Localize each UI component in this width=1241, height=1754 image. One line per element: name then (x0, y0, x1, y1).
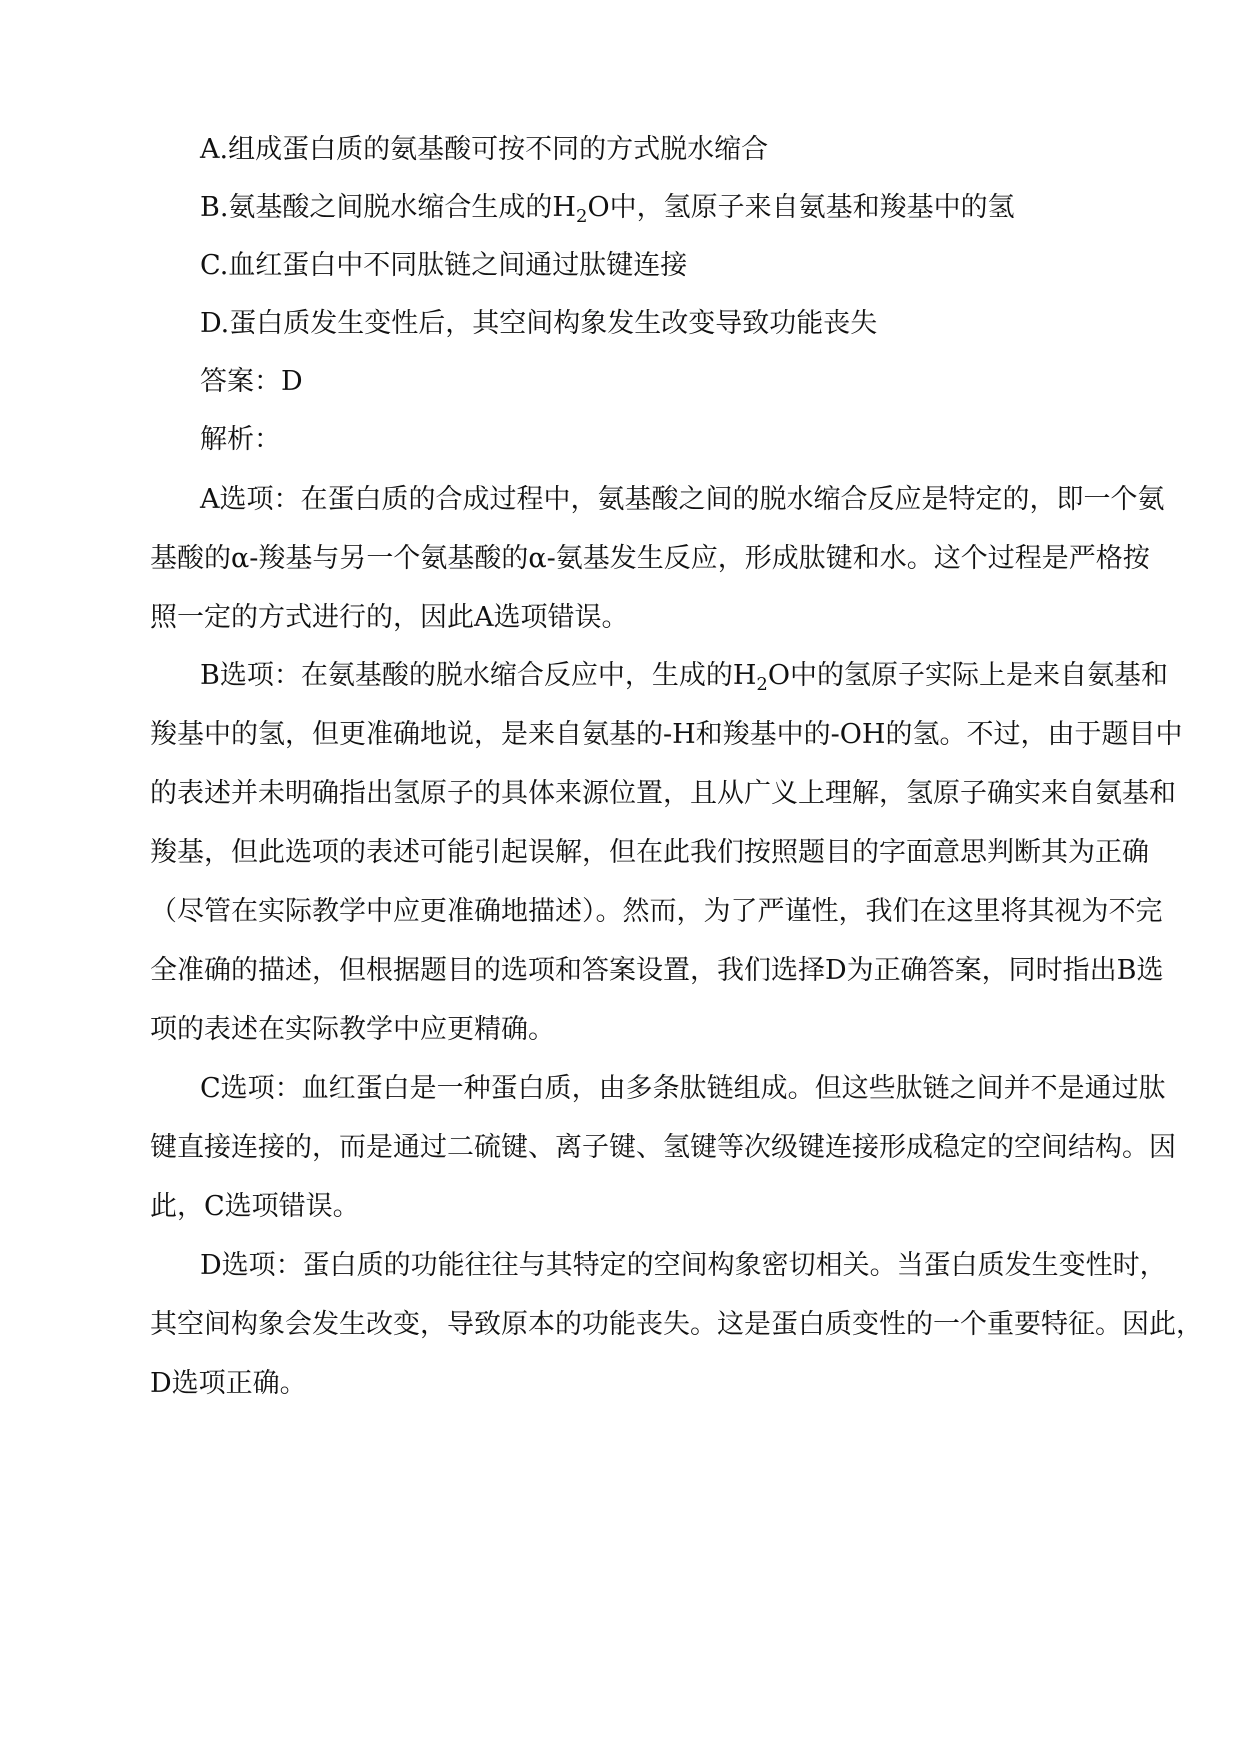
explain-d-line-1: D选项：蛋白质的功能往往与其特定的空间构象密切相关。当蛋白质发生变性时， (200, 1250, 1167, 1281)
explain-b-line-7: 项的表述在实际教学中应更精确。 (150, 1014, 555, 1045)
explain-b-line-3: 的表述并未明确指出氢原子的具体来源位置，且从广义上理解，氢原子确实来自氨基和 (150, 778, 1176, 809)
option-b-text-end: O中，氢原子来自氨基和羧基中的氢 (587, 192, 1015, 223)
explain-c-line-1: C选项：血红蛋白是一种蛋白质，由多条肽链组成。但这些肽链之间并不是通过肽 (200, 1073, 1166, 1104)
explain-d-line-2: 其空间构象会发生改变，导致原本的功能丧失。这是蛋白质变性的一个重要特征。因此， (150, 1309, 1203, 1340)
explain-b-line-5: （尽管在实际教学中应更准确地描述）。然而，为了严谨性，我们在这里将其视为不完 (150, 896, 1163, 927)
analysis-label: 解析： (200, 424, 281, 455)
option-d: D.蛋白质发生变性后，其空间构象发生改变导致功能丧失 (200, 308, 878, 339)
option-b-subscript: 2 (575, 206, 588, 227)
option-c: C.血红蛋白中不同肽链之间通过肽键连接 (200, 250, 688, 281)
explain-d-line-3: D选项正确。 (150, 1368, 307, 1399)
explain-b-text-end: O中的氢原子实际上是来自氨基和 (767, 660, 1168, 691)
explain-c-line-3: 此，C选项错误。 (150, 1191, 360, 1222)
explain-b-subscript: 2 (756, 674, 768, 695)
explain-a-line-1: A选项：在蛋白质的合成过程中，氨基酸之间的脱水缩合反应是特定的，即一个氨 (200, 484, 1165, 515)
explain-b-line-1 (200, 656, 1168, 696)
option-b-text-start: B.氨基酸之间脱水缩合生成的H (200, 192, 576, 223)
option-b (200, 188, 1160, 228)
explain-b-text-start: B选项：在氨基酸的脱水缩合反应中，生成的H (200, 660, 757, 691)
explain-b-line-2: 羧基中的氢，但更准确地说，是来自氨基的-H和羧基中的-OH的氢。不过，由于题目中 (150, 719, 1183, 750)
explain-a-line-3: 照一定的方式进行的，因此A选项错误。 (150, 602, 629, 633)
explain-c-line-2: 键直接连接的，而是通过二硫键、离子键、氢键等次级键连接形成稳定的空间结构。因 (150, 1132, 1176, 1163)
explain-a-line-2: 基酸的α-羧基与另一个氨基酸的α-氨基发生反应，形成肽键和水。这个过程是严格按 (150, 543, 1150, 574)
explain-b-line-6: 全准确的描述，但根据题目的选项和答案设置，我们选择D为正确答案，同时指出B选 (150, 955, 1164, 986)
explain-b-line-4: 羧基，但此选项的表述可能引起误解，但在此我们按照题目的字面意思判断其为正确 (150, 837, 1149, 868)
answer-line: 答案：D (200, 366, 303, 397)
option-a: A.组成蛋白质的氨基酸可按不同的方式脱水缩合 (200, 134, 769, 165)
